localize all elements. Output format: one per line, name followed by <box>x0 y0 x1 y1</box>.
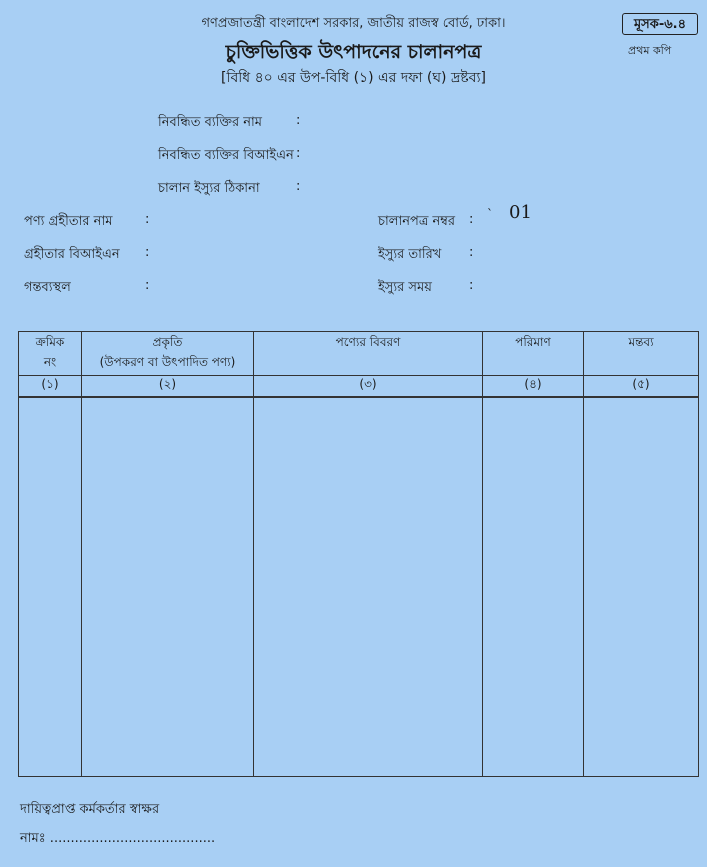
challan-no-colon: : <box>469 212 474 227</box>
receiver-name-label: পণ্য গ্রহীতার নাম <box>24 214 113 229</box>
column-header-quantity <box>483 332 584 376</box>
column-header-nature-line1: প্রকৃতি <box>152 335 183 349</box>
copy-label: প্রথম কপি <box>628 44 672 57</box>
column-number-2: (২) <box>82 376 254 398</box>
body-cell-quantity[interactable] <box>483 397 584 777</box>
registrant-name-colon: : <box>296 113 301 128</box>
issue-time-colon: : <box>469 278 474 293</box>
body-cell-serial[interactable] <box>19 397 82 777</box>
column-header-serial-line2: নং <box>43 355 57 369</box>
tick-mark: ˋ <box>487 207 493 221</box>
challan-address-colon: : <box>296 179 301 194</box>
column-number-5: (৫) <box>584 376 699 398</box>
column-header-description-line1: পণ্যের বিবরণ <box>335 335 401 349</box>
column-number-3: (৩) <box>254 376 483 398</box>
officer-name-line: নামঃ ........................................ <box>20 831 216 846</box>
challan-no-value: 01 <box>509 202 532 223</box>
challan-address-label: চালান ইস্যুর ঠিকানা <box>158 181 260 196</box>
column-header-serial-line1: ক্রমিক <box>35 335 65 349</box>
destination-label: গন্তব্যস্থল <box>24 280 71 295</box>
column-header-remarks <box>584 332 699 376</box>
table-header-row <box>19 332 699 376</box>
column-header-serial <box>19 332 82 376</box>
receiver-bin-colon: : <box>145 245 150 260</box>
body-cell-description[interactable] <box>254 397 483 777</box>
column-header-remarks-line1: মন্তব্য <box>628 335 654 349</box>
challan-no-label: চালানপত্র নম্বর <box>378 214 456 229</box>
officer-signature-label: দায়িত্বপ্রাপ্ত কর্মকর্তার স্বাক্ষর <box>20 802 160 817</box>
registrant-name-label: নিবন্ধিত ব্যক্তির নাম <box>158 115 262 130</box>
form-title: চুক্তিভিত্তিক উৎপাদনের চালানপত্র <box>225 41 482 63</box>
issue-date-colon: : <box>469 245 474 260</box>
items-table <box>18 331 699 777</box>
issue-time-label: ইস্যুর সময় <box>378 280 432 295</box>
government-line: গণপ্রজাতন্ত্রী বাংলাদেশ সরকার, জাতীয় রাজস্ব বোর্ড, ঢাকা। <box>201 16 506 31</box>
column-header-description <box>254 332 483 376</box>
body-cell-remarks[interactable] <box>584 397 699 777</box>
destination-colon: : <box>145 278 150 293</box>
registrant-bin-colon: : <box>296 146 301 161</box>
table-body-row <box>19 397 699 777</box>
rule-reference: [বিধি ৪০ এর উপ-বিধি (১) এর দফা (ঘ) দ্রষ্টব্য] <box>221 70 486 86</box>
receiver-bin-label: গ্রহীতার বিআইএন <box>24 247 120 262</box>
column-number-4: (৪) <box>483 376 584 398</box>
receiver-name-colon: : <box>145 212 150 227</box>
column-header-nature-line2: (উপকরণ বা উৎপাদিত পণ্য) <box>99 355 236 369</box>
column-number-row <box>19 376 699 398</box>
registrant-bin-label: নিবন্ধিত ব্যক্তির বিআইএন <box>158 148 294 163</box>
column-header-quantity-line1: পরিমাণ <box>515 335 551 349</box>
column-number-1: (১) <box>19 376 82 398</box>
form-code-badge: মূসক-৬.৪ <box>622 13 698 35</box>
issue-date-label: ইস্যুর তারিখ <box>378 247 442 262</box>
body-cell-nature[interactable] <box>82 397 254 777</box>
column-header-nature <box>82 332 254 376</box>
